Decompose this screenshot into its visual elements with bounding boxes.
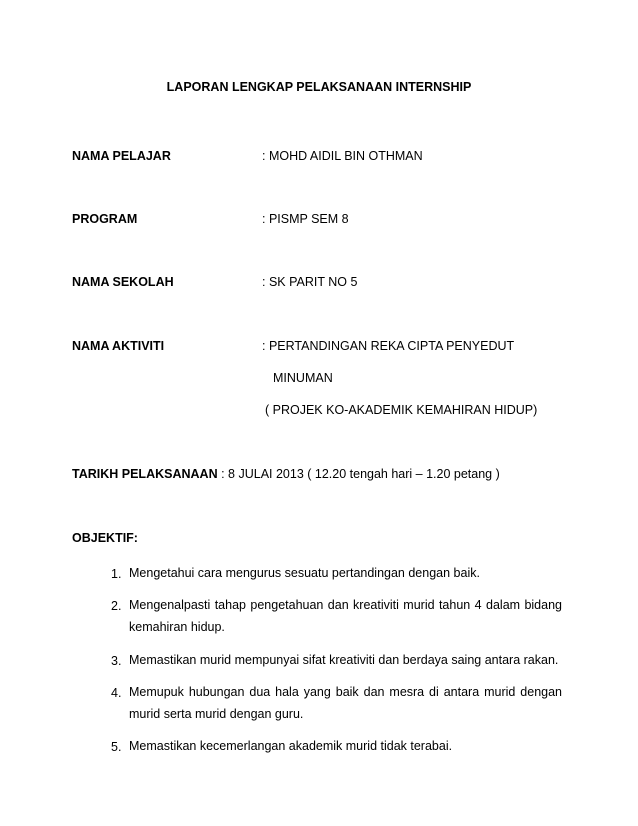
field-value-program: : PISMP SEM 8 [262, 212, 349, 226]
field-label-nama-sekolah: NAMA SEKOLAH [72, 275, 174, 289]
field-label-nama-aktiviti: NAMA AKTIVITI [72, 339, 165, 353]
objektif-heading: OBJEKTIF: [72, 531, 138, 545]
objektif-item-text: Memupuk hubungan dua hala yang baik dan mesra di antara murid dengan murid serta murid dengan guru. [129, 685, 562, 721]
field-value-nama-aktiviti-line2: MINUMAN [273, 371, 333, 385]
field-value-nama-aktiviti-line3: ( PROJEK KO-AKADEMIK KEMAHIRAN HIDUP) [265, 403, 538, 417]
field-value-nama-sekolah: : SK PARIT NO 5 [262, 275, 358, 289]
objektif-item-text: Memastikan kecemerlangan akademik murid tidak terabai. [129, 739, 453, 753]
objektif-item-number: 5. [111, 740, 122, 754]
tarikh-pelaksanaan [72, 467, 500, 481]
field-label-nama-pelajar: NAMA PELAJAR [72, 149, 171, 163]
objektif-item-text: Mengetahui cara mengurus sesuatu pertandingan dengan baik. [129, 566, 480, 580]
objektif-item-number: 1. [111, 567, 122, 581]
field-value-nama-aktiviti: : PERTANDINGAN REKA CIPTA PENYEDUT [262, 339, 515, 353]
objektif-item-number: 3. [111, 654, 122, 668]
tarikh-value: : 8 JULAI 2013 ( 12.20 tengah hari – 1.20 petang ) [221, 467, 500, 481]
objektif-item-text: Memastikan murid mempunyai sifat kreativiti dan berdaya saing antara rakan. [129, 653, 559, 667]
objektif-item-number: 4. [111, 686, 122, 700]
tarikh-label: TARIKH PELAKSANAAN [72, 467, 218, 481]
field-value-nama-pelajar: : MOHD AIDIL BIN OTHMAN [262, 149, 423, 163]
field-label-program: PROGRAM [72, 212, 138, 226]
objektif-item-text: Mengenalpasti tahap pengetahuan dan kreativiti murid tahun 4 dalam bidang kemahiran hidup. [129, 598, 562, 634]
objektif-item-number: 2. [111, 599, 122, 613]
document-title: LAPORAN LENGKAP PELAKSANAAN INTERNSHIP [166, 80, 472, 94]
